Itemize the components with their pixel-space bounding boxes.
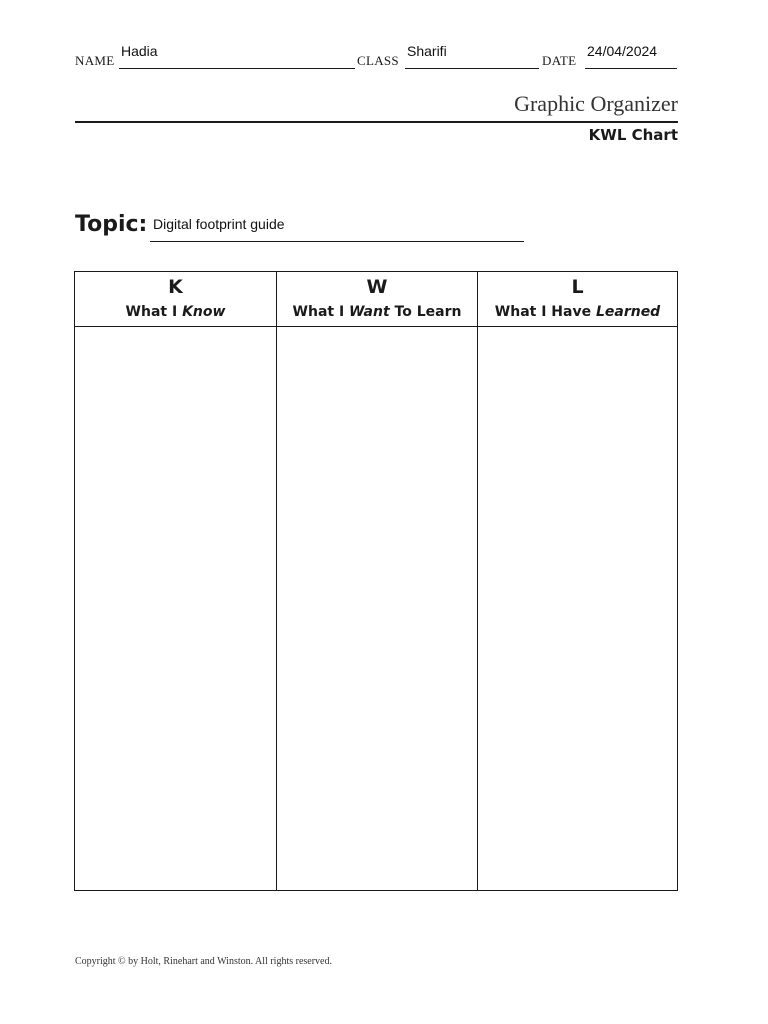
kwl-header-w	[277, 272, 478, 327]
class-label: CLASS	[357, 53, 399, 68]
kwl-cell-learned[interactable]	[478, 327, 677, 890]
kwl-caption: What I Know	[125, 304, 226, 320]
kwl-cell-know[interactable]	[75, 327, 277, 890]
kwl-cell-want[interactable]	[277, 327, 478, 890]
copyright-notice: Copyright © by Holt, Rinehart and Winston. All rights reserved.	[75, 956, 332, 967]
date-label: DATE	[542, 53, 577, 68]
date-line	[585, 68, 677, 69]
topic-line	[150, 241, 524, 242]
kwl-letter: W	[366, 276, 388, 298]
kwl-caption: What I Want To Learn	[292, 304, 462, 320]
topic-label: Topic:	[75, 212, 148, 237]
class-field[interactable]: Sharifi	[407, 43, 447, 59]
name-line	[119, 68, 355, 69]
topic-field[interactable]: Digital footprint guide	[153, 216, 285, 232]
kwl-table	[74, 271, 678, 891]
date-field[interactable]: 24/04/2024	[587, 43, 658, 59]
page-subtitle: KWL Chart	[588, 126, 678, 144]
name-field[interactable]: Hadia	[121, 43, 158, 59]
kwl-letter: L	[571, 276, 584, 298]
name-label: NAME	[75, 53, 115, 68]
kwl-header-k	[75, 272, 277, 327]
kwl-letter: K	[168, 276, 183, 298]
kwl-header-l	[478, 272, 677, 327]
title-divider	[75, 121, 678, 123]
kwl-caption: What I Have Learned	[494, 304, 661, 320]
class-line	[405, 68, 539, 69]
page-title: Graphic Organizer	[514, 91, 678, 116]
